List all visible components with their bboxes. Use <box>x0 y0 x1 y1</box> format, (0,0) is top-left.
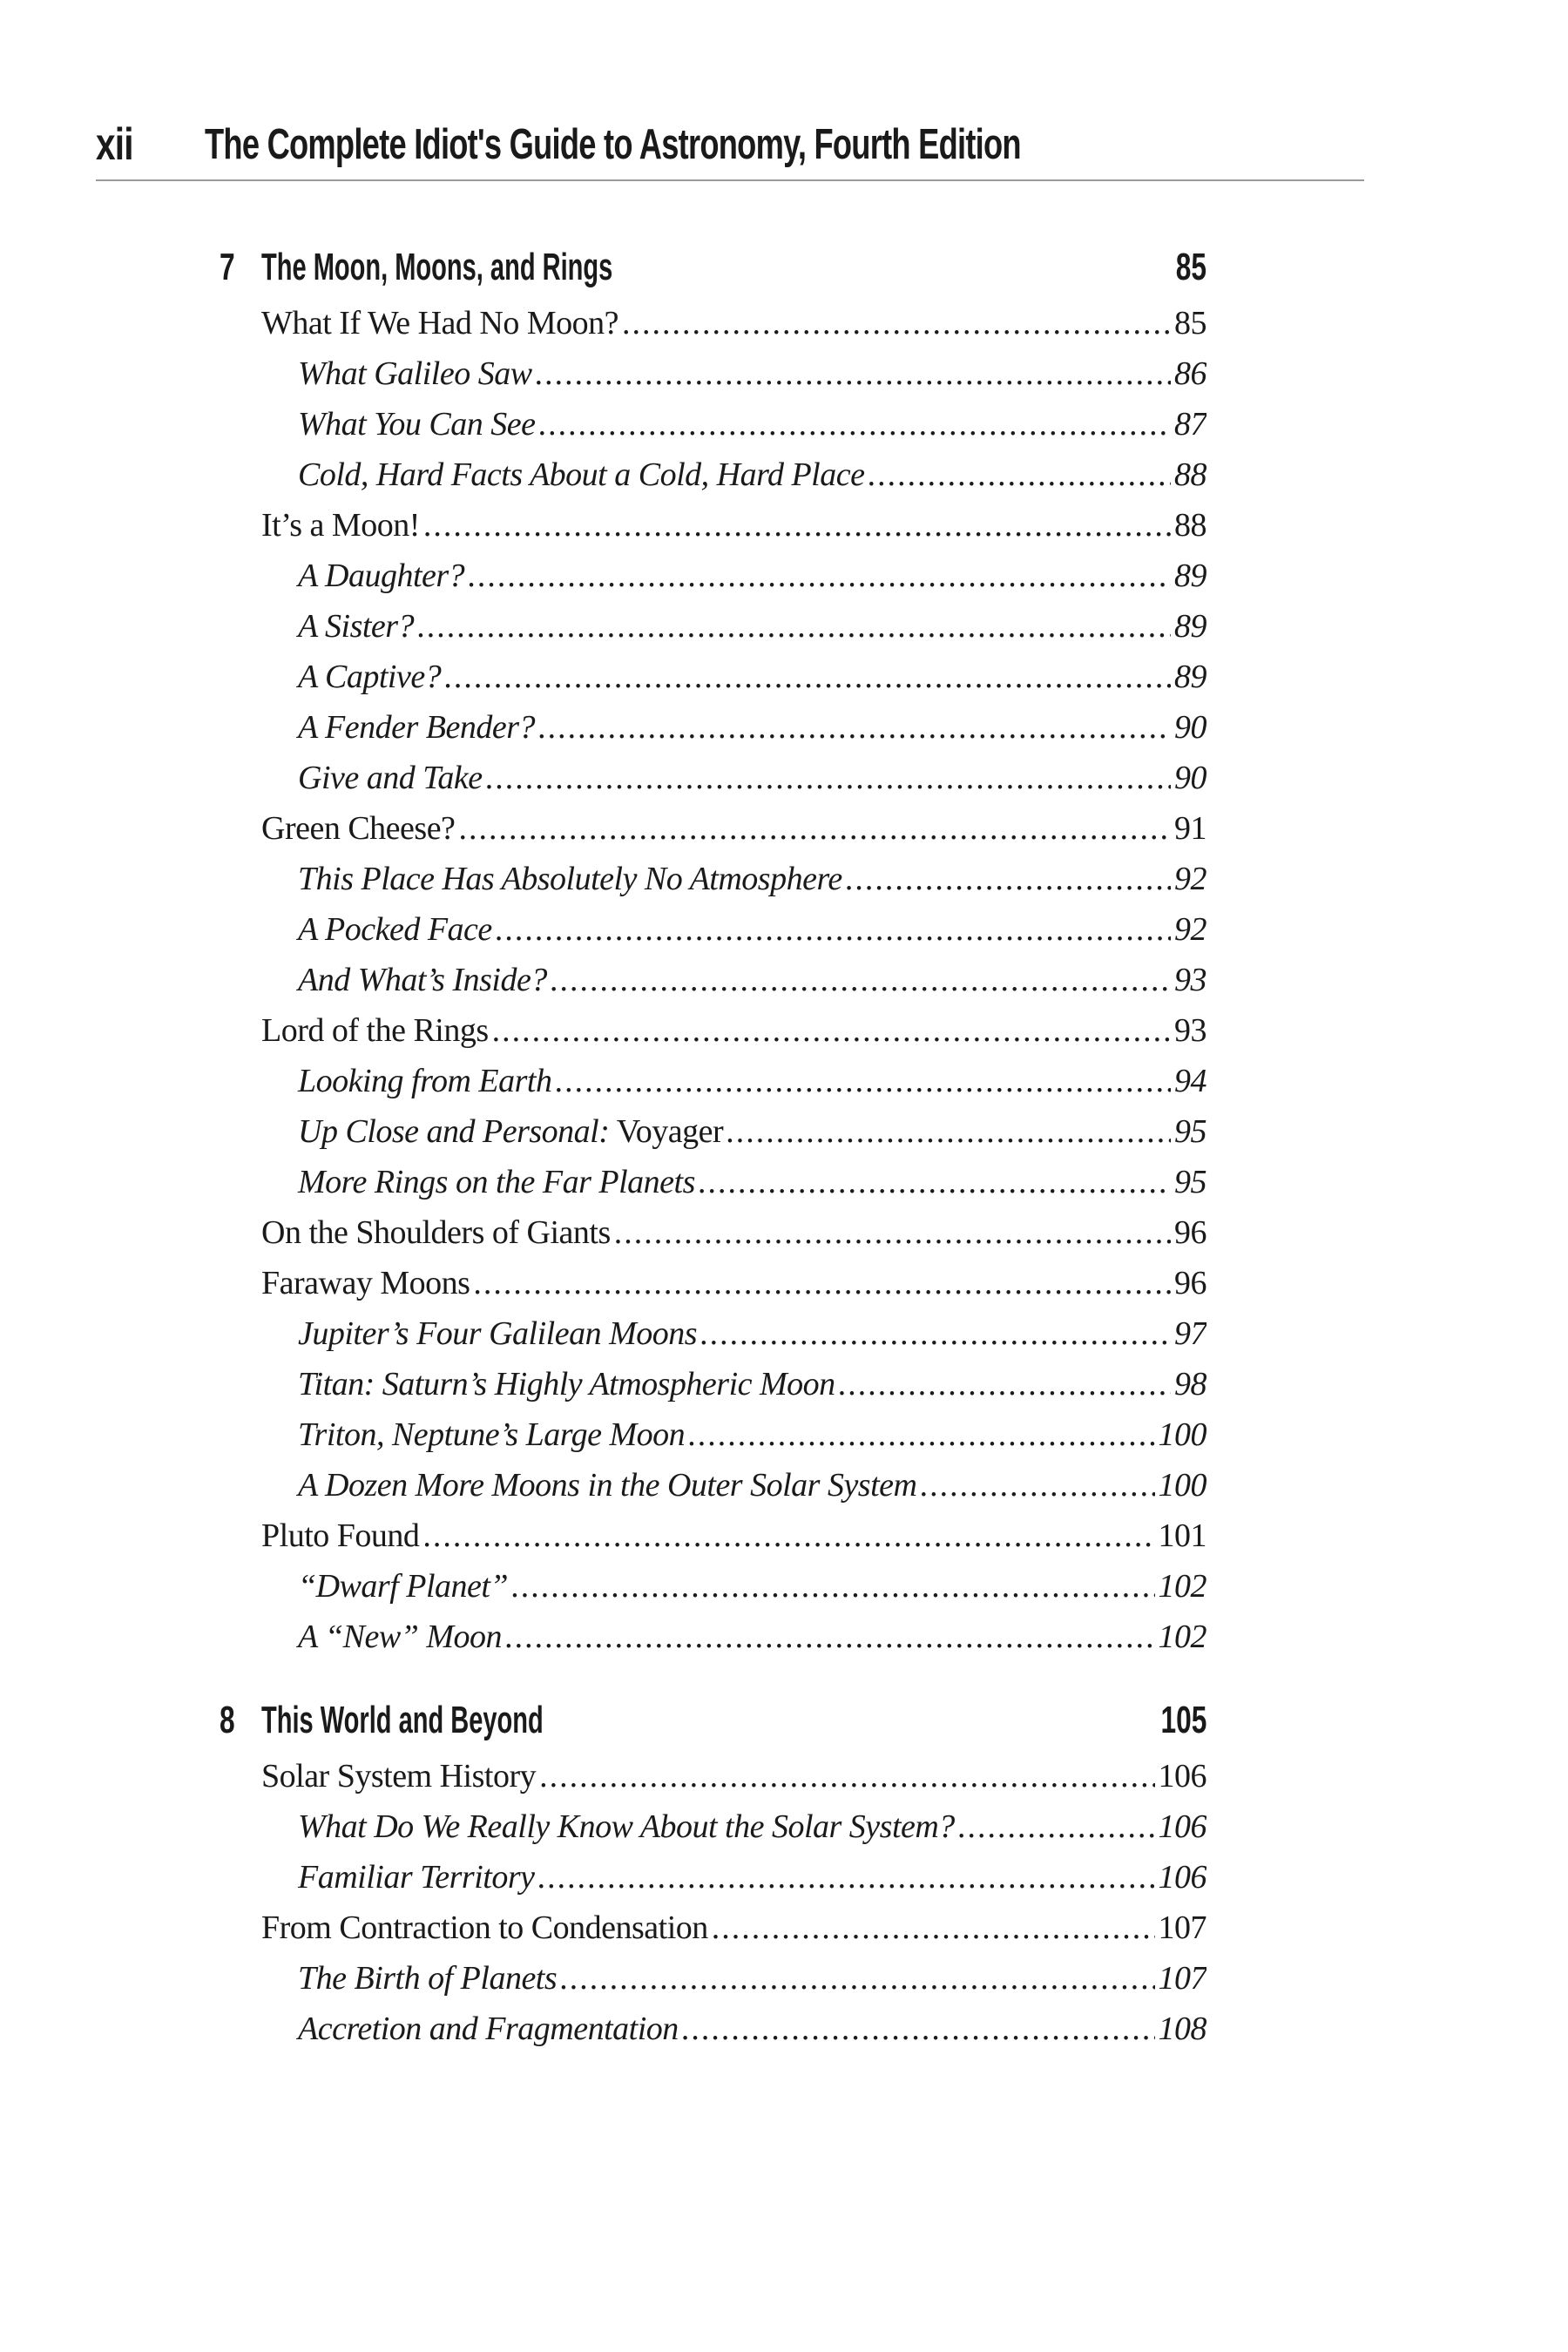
entry-page: 102 <box>1158 1568 1206 1605</box>
dot-leader <box>727 1112 1171 1151</box>
entry-label: Faraway Moons <box>261 1265 470 1301</box>
entry-label: Solar System History <box>261 1758 537 1794</box>
entry-label: Looking from Earth <box>298 1063 552 1099</box>
dot-leader <box>700 1315 1171 1353</box>
entry-page: 92 <box>1174 861 1206 897</box>
toc-subentry <box>261 1618 1206 1668</box>
toc-subentry <box>261 1315 1206 1365</box>
dot-leader <box>688 1416 1154 1454</box>
entry-page: 93 <box>1174 1012 1206 1049</box>
toc-subentry <box>261 1163 1206 1213</box>
toc-subentry <box>261 860 1206 910</box>
entry-page: 102 <box>1158 1619 1206 1655</box>
entry-label: A Dozen More Moons in the Outer Solar System <box>298 1467 917 1504</box>
entry-label: A Captive? <box>298 659 442 695</box>
toc-subentry <box>261 1959 1206 2010</box>
dot-leader <box>511 1567 1154 1605</box>
chapter-page: 85 <box>1175 246 1206 288</box>
toc-entry <box>261 1264 1206 1315</box>
toc-entry <box>261 1517 1206 1567</box>
dot-leader <box>958 1808 1155 1846</box>
toc-list <box>261 1757 1206 2060</box>
dot-leader <box>538 708 1171 747</box>
toc-entry <box>261 809 1206 860</box>
toc-subentry <box>261 1416 1206 1466</box>
chapter-8 <box>209 1692 1206 2060</box>
entry-label: Green Cheese? <box>261 810 456 847</box>
entry-page: 90 <box>1174 709 1206 746</box>
chapter-page: 105 <box>1160 1699 1206 1741</box>
entry-label: The Birth of Planets <box>298 1960 558 1997</box>
toc-entry <box>261 506 1206 557</box>
toc-subentry <box>261 708 1206 759</box>
entry-page: 94 <box>1174 1063 1206 1099</box>
entry-label: “Dwarf Planet” <box>298 1568 509 1605</box>
entry-page: 108 <box>1158 2011 1206 2047</box>
entry-page: 89 <box>1174 608 1206 645</box>
entry-page: 96 <box>1174 1265 1206 1301</box>
toc-subentry <box>261 557 1206 607</box>
entry-page: 106 <box>1158 1859 1206 1896</box>
toc-subentry <box>261 961 1206 1011</box>
entry-page: 88 <box>1174 507 1206 544</box>
entry-page: 95 <box>1174 1113 1206 1150</box>
dot-leader <box>492 1011 1171 1050</box>
chapter-title: The Moon, Moons, and Rings <box>261 246 613 288</box>
toc-entry <box>261 1909 1206 1959</box>
entry-page: 101 <box>1158 1517 1206 1554</box>
entry-label: Give and Take <box>298 760 483 796</box>
toc-entry <box>261 1011 1206 1062</box>
dot-leader <box>560 1959 1154 1997</box>
chapter-heading <box>209 239 1206 304</box>
chapter-title: This World and Beyond <box>261 1699 544 1741</box>
dot-leader <box>444 658 1171 696</box>
dot-leader <box>839 1365 1171 1403</box>
entry-label: Accretion and Fragmentation <box>298 2011 679 2047</box>
dot-leader <box>473 1264 1171 1302</box>
dot-leader <box>458 809 1171 848</box>
entry-page: 98 <box>1174 1366 1206 1402</box>
entry-page: 93 <box>1174 962 1206 998</box>
entry-label: Triton, Neptune’s Large Moon <box>298 1416 686 1453</box>
entry-page: 107 <box>1158 1960 1206 1997</box>
toc-subentry <box>261 658 1206 708</box>
dot-leader <box>920 1466 1154 1504</box>
entry-page: 87 <box>1174 406 1206 443</box>
toc-entry <box>261 1213 1206 1264</box>
entry-label: More Rings on the Far Planets <box>298 1164 695 1200</box>
entry-label: And What’s Inside? <box>298 962 547 998</box>
entry-label: This Place Has Absolutely No Atmosphere <box>298 861 842 897</box>
dot-leader <box>551 961 1171 999</box>
toc-subentry <box>261 1567 1206 1618</box>
dot-leader <box>699 1163 1171 1201</box>
toc-subentry <box>261 607 1206 658</box>
entry-label: What You Can See <box>298 406 536 443</box>
book-title: The Complete Idiot's Guide to Astronomy, Fourth Edition <box>205 121 1021 168</box>
entry-label: A Sister? <box>298 608 415 645</box>
dot-leader <box>539 1757 1154 1795</box>
entry-label: Pluto Found <box>261 1517 420 1554</box>
toc-list <box>261 304 1206 1668</box>
dot-leader <box>538 405 1171 443</box>
toc-subentry <box>261 1808 1206 1858</box>
toc-subentry <box>261 405 1206 456</box>
page-number: xii <box>96 119 133 170</box>
chapter-number: 8 <box>220 1699 235 1741</box>
entry-label: Cold, Hard Facts About a Cold, Hard Place <box>298 456 865 493</box>
entry-page: 85 <box>1174 305 1206 341</box>
toc-subentry <box>261 1466 1206 1517</box>
entry-label: What If We Had No Moon? <box>261 305 619 341</box>
entry-label: Jupiter’s Four Galilean Moons <box>298 1315 698 1352</box>
chapter-heading <box>209 1692 1206 1757</box>
entry-label: What Galileo Saw <box>298 355 532 392</box>
entry-label: Lord of the Rings <box>261 1012 489 1049</box>
entry-page: 97 <box>1174 1315 1206 1352</box>
toc-entry <box>261 304 1206 355</box>
dot-leader <box>682 2010 1155 2048</box>
dot-leader <box>422 1517 1154 1555</box>
entry-page: 89 <box>1174 659 1206 695</box>
entry-label: It’s a Moon! <box>261 507 420 544</box>
toc-subentry <box>261 1365 1206 1416</box>
entry-label-italic: Up Close and Personal: <box>298 1113 610 1150</box>
entry-label: On the Shoulders of Giants <box>261 1214 611 1251</box>
entry-label: Familiar Territory <box>298 1859 535 1896</box>
toc-subentry <box>261 456 1206 506</box>
toc-subentry <box>261 759 1206 809</box>
dot-leader <box>537 1858 1154 1896</box>
entry-label: What Do We Really Know About the Solar System? <box>298 1808 955 1845</box>
toc-subentry <box>261 1112 1206 1163</box>
entry-label: A Daughter? <box>298 558 465 594</box>
running-header <box>96 103 1364 181</box>
entry-page: 92 <box>1174 911 1206 948</box>
chapter-number: 7 <box>220 246 235 288</box>
dot-leader <box>614 1213 1171 1252</box>
entry-page: 90 <box>1174 760 1206 796</box>
dot-leader <box>468 557 1171 595</box>
dot-leader <box>846 860 1171 898</box>
dot-leader <box>423 506 1171 544</box>
entry-page: 91 <box>1174 810 1206 847</box>
dot-leader <box>496 910 1171 949</box>
entry-label: From Contraction to Condensation <box>261 1909 708 1946</box>
dot-leader <box>505 1618 1154 1656</box>
chapter-7 <box>209 239 1206 1668</box>
dot-leader <box>417 607 1171 645</box>
entry-page: 106 <box>1158 1758 1206 1794</box>
entry-label-roman: Voyager <box>609 1113 724 1150</box>
entry-label: Titan: Saturn’s Highly Atmospheric Moon <box>298 1366 835 1402</box>
entry-page: 106 <box>1158 1808 1206 1845</box>
dot-leader <box>486 759 1171 797</box>
entry-label: A Pocked Face <box>298 911 492 948</box>
dot-leader <box>556 1062 1172 1100</box>
entry-page: 89 <box>1174 558 1206 594</box>
dot-leader <box>536 355 1171 393</box>
entry-label: A “New” Moon <box>298 1619 503 1655</box>
dot-leader <box>712 1909 1155 1947</box>
dot-leader <box>622 304 1171 342</box>
entry-page: 107 <box>1158 1909 1206 1946</box>
toc-subentry <box>261 2010 1206 2060</box>
entry-page: 96 <box>1174 1214 1206 1251</box>
toc-subentry <box>261 1858 1206 1909</box>
entry-label <box>298 1112 723 1151</box>
entry-page: 100 <box>1158 1467 1206 1504</box>
entry-page: 95 <box>1174 1164 1206 1200</box>
toc-entry <box>261 1757 1206 1808</box>
entry-page: 86 <box>1174 355 1206 392</box>
toc-subentry <box>261 355 1206 405</box>
dot-leader <box>868 456 1171 494</box>
toc-subentry <box>261 1062 1206 1112</box>
entry-page: 100 <box>1158 1416 1206 1453</box>
entry-page: 88 <box>1174 456 1206 493</box>
entry-label: A Fender Bender? <box>298 709 535 746</box>
toc-subentry <box>261 910 1206 961</box>
